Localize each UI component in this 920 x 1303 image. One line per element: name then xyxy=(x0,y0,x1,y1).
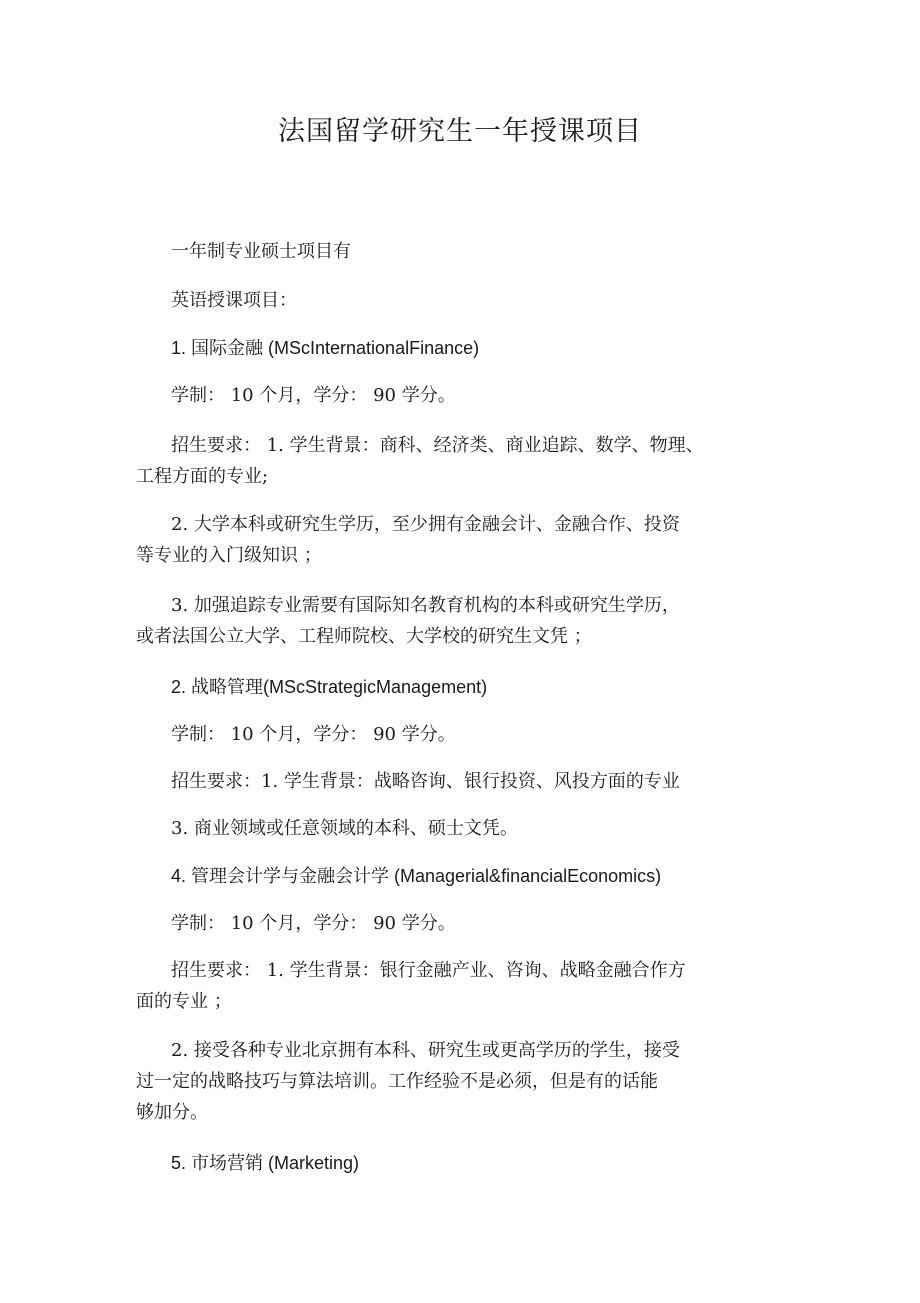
requirement-line: 2. 大学本科或研究生学历，至少拥有金融会计、金融合作、投资 xyxy=(171,514,680,535)
requirement-line-continued: 工程方面的专业; xyxy=(136,466,269,487)
program-duration-line: 学制： 10 个月，学分： 90 学分。 xyxy=(171,385,456,406)
requirement-line-continued: 过一定的战略技巧与算法培训。工作经验不是必须，但是有的话能 xyxy=(136,1071,658,1092)
program-heading-managerial-accounting: 4. 管理会计学与金融会计学 (Managerial&financialEconomics) xyxy=(171,866,662,886)
program-duration-line: 学制： 10 个月，学分： 90 学分。 xyxy=(171,913,456,934)
requirement-line: 招生要求： 1. 学生背景：商科、经济类、商业追踪、数学、物理、 xyxy=(171,435,704,456)
program-heading-international-finance: 1. 国际金融 (MScInternationalFinance) xyxy=(171,338,480,358)
requirement-line-continued: 面的专业 ； xyxy=(136,991,232,1012)
intro-line: 一年制专业硕士项目有 xyxy=(171,241,351,262)
program-heading-marketing: 5. 市场营销 (Marketing) xyxy=(171,1153,360,1173)
section-label-english: 英语授课项目： xyxy=(171,290,297,311)
program-duration-line: 学制： 10 个月，学分： 90 学分。 xyxy=(171,724,456,745)
requirement-line: 2. 接受各种专业北京拥有本科、研究生或更高学历的学生，接受 xyxy=(171,1040,680,1061)
program-heading-strategic-management: 2. 战略管理(MScStrategicManagement) xyxy=(171,677,488,697)
requirement-line: 3. 加强追踪专业需要有国际知名教育机构的本科或研究生学历， xyxy=(171,595,680,616)
requirement-line-continued: 等专业的入门级知识 ； xyxy=(136,545,322,566)
requirement-line: 3. 商业领域或任意领域的本科、硕士文凭。 xyxy=(171,818,518,839)
requirement-line: 招生要求： 1. 学生背景：银行金融产业、咨询、战略金融合作方 xyxy=(171,960,686,981)
requirement-line-continued: 够加分。 xyxy=(136,1102,208,1123)
requirement-line: 招生要求：1. 学生背景：战略咨询、银行投资、风投方面的专业 xyxy=(171,771,680,792)
page-title: 法国留学研究生一年授课项目 xyxy=(278,116,642,147)
requirement-line-continued: 或者法国公立大学、工程师院校、大学校的研究生文凭 ； xyxy=(136,626,592,647)
